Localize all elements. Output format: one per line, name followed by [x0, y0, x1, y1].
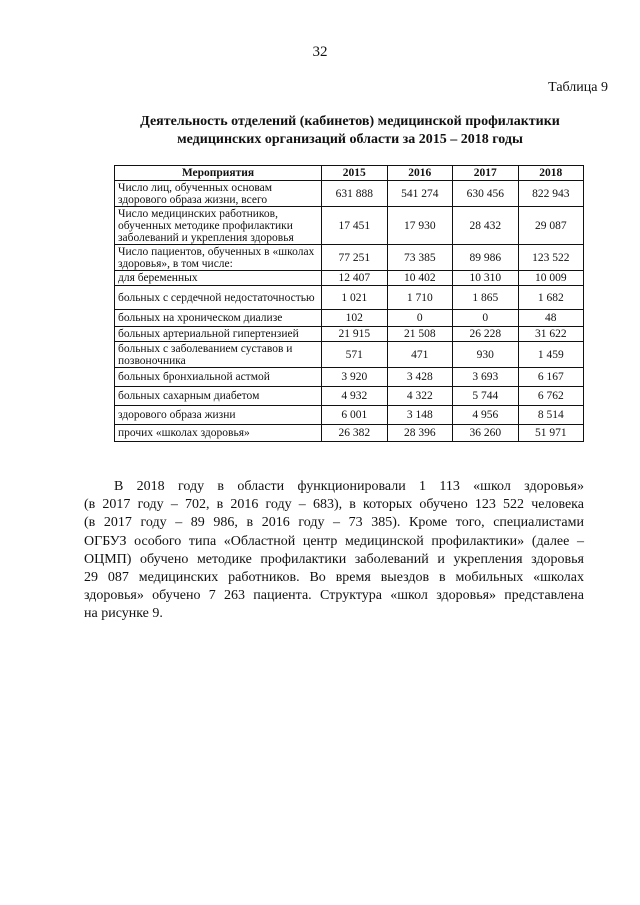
table-row: [115, 286, 584, 310]
row-value: 1 021: [322, 286, 388, 310]
row-value: 123 522: [518, 245, 584, 271]
row-value: 21 915: [322, 327, 388, 342]
row-value: 17 930: [387, 207, 453, 245]
table-row: [115, 327, 584, 342]
row-value: 3 693: [453, 368, 519, 387]
table-row: [115, 207, 584, 245]
row-value: 0: [387, 310, 453, 327]
row-value: 77 251: [322, 245, 388, 271]
row-label: больных с сердечной недостаточностью: [115, 286, 322, 310]
row-value: 8 514: [518, 406, 584, 425]
row-label: Число медицинских работников, обученных методике профилактики заболеваний и укрепления здоровья: [115, 207, 322, 245]
paragraph-line: (в 2017 году – 702, в 2016 году – 683), в которых обучено 123 522 человека: [84, 497, 584, 513]
title-line: Деятельность отделений (кабинетов) медицинской профилактики: [140, 114, 560, 129]
row-value: 4 322: [387, 387, 453, 406]
row-label: прочих «школах здоровья»: [115, 425, 322, 442]
page-number: 32: [312, 44, 328, 60]
table-row: [115, 425, 584, 442]
header-2018: 2018: [518, 166, 584, 181]
row-value: 89 986: [453, 245, 519, 271]
row-value: 631 888: [322, 181, 388, 207]
row-value: 1 682: [518, 286, 584, 310]
table-row: [115, 271, 584, 286]
header-activities: Мероприятия: [115, 166, 322, 181]
body-paragraph: [84, 478, 584, 624]
title-line: медицинских организаций области за 2015 – 2018 годы: [177, 132, 523, 147]
row-value: 26 228: [453, 327, 519, 342]
row-value: 29 087: [518, 207, 584, 245]
row-value: 21 508: [387, 327, 453, 342]
row-label: больных на хроническом диализе: [115, 310, 322, 327]
row-value: 48: [518, 310, 584, 327]
paragraph-line: В 2018 году в области функционировали 1 113 «школ здоровья»: [114, 479, 584, 494]
paragraph-line: (в 2017 году – 89 986, в 2016 году – 73 385). Кроме того, специалистами: [84, 515, 584, 531]
row-label: здорового образа жизни: [115, 406, 322, 425]
row-value: 471: [387, 342, 453, 368]
row-value: 51 971: [518, 425, 584, 442]
row-label: больных артериальной гипертензией: [115, 327, 322, 342]
header-2015: 2015: [322, 166, 388, 181]
table-title: [60, 113, 640, 149]
row-label: больных сахарным диабетом: [115, 387, 322, 406]
table-row: [115, 181, 584, 207]
row-value: 3 920: [322, 368, 388, 387]
row-value: 3 428: [387, 368, 453, 387]
row-value: 1 865: [453, 286, 519, 310]
row-label: Число лиц, обученных основам здорового образа жизни, всего: [115, 181, 322, 207]
row-label: больных бронхиальной астмой: [115, 368, 322, 387]
row-value: 4 932: [322, 387, 388, 406]
table-row: [115, 310, 584, 327]
row-value: 10 402: [387, 271, 453, 286]
row-value: 10 009: [518, 271, 584, 286]
row-label: для беременных: [115, 271, 322, 286]
paragraph-line: 29 087 медицинских работников. Во время выездов в мобильных «школах: [84, 570, 584, 586]
table-header-row: [115, 166, 584, 181]
row-value: 1 459: [518, 342, 584, 368]
row-value: 0: [453, 310, 519, 327]
activity-table: [114, 165, 584, 442]
table-row: [115, 406, 584, 425]
paragraph-line: на рисунке 9.: [84, 606, 163, 622]
row-value: 3 148: [387, 406, 453, 425]
row-value: 630 456: [453, 181, 519, 207]
row-value: 36 260: [453, 425, 519, 442]
paragraph-line: ОГБУЗ особого типа «Областной центр медицинской профилактики» (далее –: [84, 533, 584, 549]
row-value: 930: [453, 342, 519, 368]
table-row: [115, 245, 584, 271]
row-value: 102: [322, 310, 388, 327]
row-value: 1 710: [387, 286, 453, 310]
row-value: 10 310: [453, 271, 519, 286]
table-row: [115, 342, 584, 368]
row-value: 541 274: [387, 181, 453, 207]
row-value: 6 001: [322, 406, 388, 425]
row-value: 5 744: [453, 387, 519, 406]
row-value: 571: [322, 342, 388, 368]
row-value: 822 943: [518, 181, 584, 207]
row-value: 28 432: [453, 207, 519, 245]
paragraph-line: ОЦМП) обучено методике профилактики заболеваний и укрепления здоровья: [84, 551, 584, 567]
row-label: Число пациентов, обученных в «школах здоровья», в том числе:: [115, 245, 322, 271]
row-label: больных с заболеванием суставов и позвоночника: [115, 342, 322, 368]
row-value: 28 396: [387, 425, 453, 442]
row-value: 6 167: [518, 368, 584, 387]
row-value: 73 385: [387, 245, 453, 271]
table-row: [115, 368, 584, 387]
row-value: 17 451: [322, 207, 388, 245]
row-value: 12 407: [322, 271, 388, 286]
row-value: 26 382: [322, 425, 388, 442]
row-value: 4 956: [453, 406, 519, 425]
row-value: 6 762: [518, 387, 584, 406]
paragraph-line: здоровья» обучено 7 263 пациента. Структура «школ здоровья» представлена: [84, 588, 584, 604]
header-2017: 2017: [453, 166, 519, 181]
table-label: Таблица 9: [548, 80, 608, 95]
row-value: 31 622: [518, 327, 584, 342]
table-row: [115, 387, 584, 406]
header-2016: 2016: [387, 166, 453, 181]
